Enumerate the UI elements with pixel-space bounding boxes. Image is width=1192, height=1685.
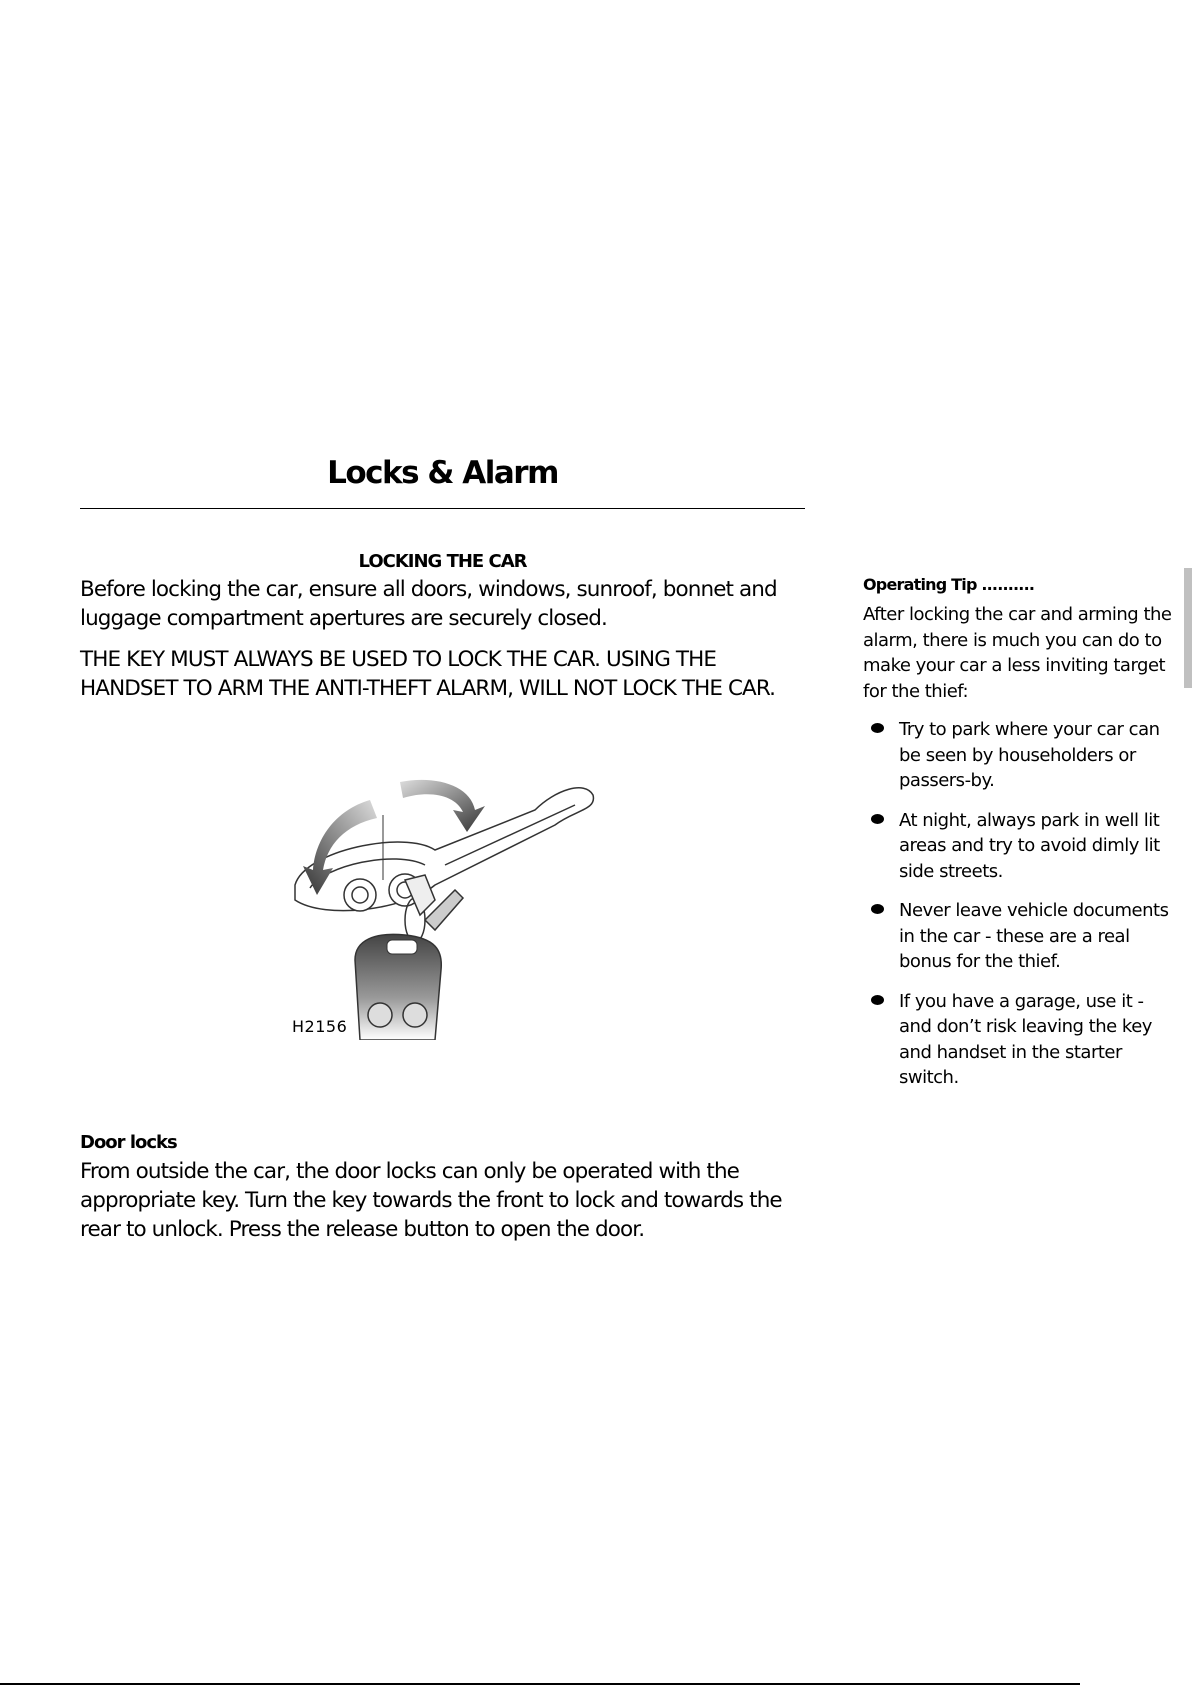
tip-list-item — [863, 808, 1173, 885]
door-locks-heading: Door locks — [80, 1132, 177, 1153]
bullet-icon — [871, 814, 884, 824]
tip-item-text: Try to park where your car can be seen by householders or passers-by. — [899, 719, 1160, 791]
door-handle — [295, 788, 593, 911]
tip-list-item — [863, 717, 1173, 794]
tip-list-item — [863, 989, 1173, 1091]
handset-button-left — [368, 1003, 392, 1027]
operating-tip-intro: After locking the car and arming the alarm, there is much you can do to make your car a less inviting target for the thief: — [863, 604, 1172, 702]
bullet-icon — [871, 995, 884, 1005]
unlock-direction-arrow — [400, 780, 485, 832]
bullet-icon — [871, 723, 884, 733]
tip-list — [863, 717, 1173, 1091]
section-heading: LOCKING THE CAR — [358, 551, 527, 572]
warning-paragraph: THE KEY MUST ALWAYS BE USED TO LOCK THE CAR. USING THE HANDSET TO ARM THE ANTI-THEFT ALARM, WILL NOT LOCK THE CAR. — [80, 647, 776, 701]
tip-item-text: Never leave vehicle documents in the car - these are a real bonus for the thief. — [899, 900, 1169, 972]
door-handle-key-illustration — [285, 770, 615, 1040]
title-divider — [80, 508, 805, 509]
intro-paragraph: Before locking the car, ensure all doors, windows, sunroof, bonnet and luggage compartment apertures are securely closed. — [80, 577, 777, 631]
section-thumb-tab — [1184, 568, 1192, 688]
remote-handset — [355, 934, 441, 1040]
tip-list-item — [863, 898, 1173, 975]
operating-tip-heading: Operating Tip .......... — [863, 575, 1035, 594]
handset-button-right — [403, 1003, 427, 1027]
tip-item-text: At night, always park in well lit areas and try to avoid dimly lit side streets. — [899, 809, 1160, 882]
tip-item-text: If you have a garage, use it - and don’t risk leaving the key and handset in the starter switch. — [899, 990, 1152, 1088]
bullet-icon — [871, 904, 884, 914]
operating-tip-panel — [863, 575, 1173, 1105]
figure-code: H2156 — [292, 1017, 348, 1036]
page-title: Locks & Alarm — [327, 455, 558, 491]
door-locks-paragraph: From outside the car, the door locks can only be operated with the appropriate key. Turn the key towards the front to lock and towards the rear to unlock. Press the release button to open the door. — [80, 1159, 782, 1242]
